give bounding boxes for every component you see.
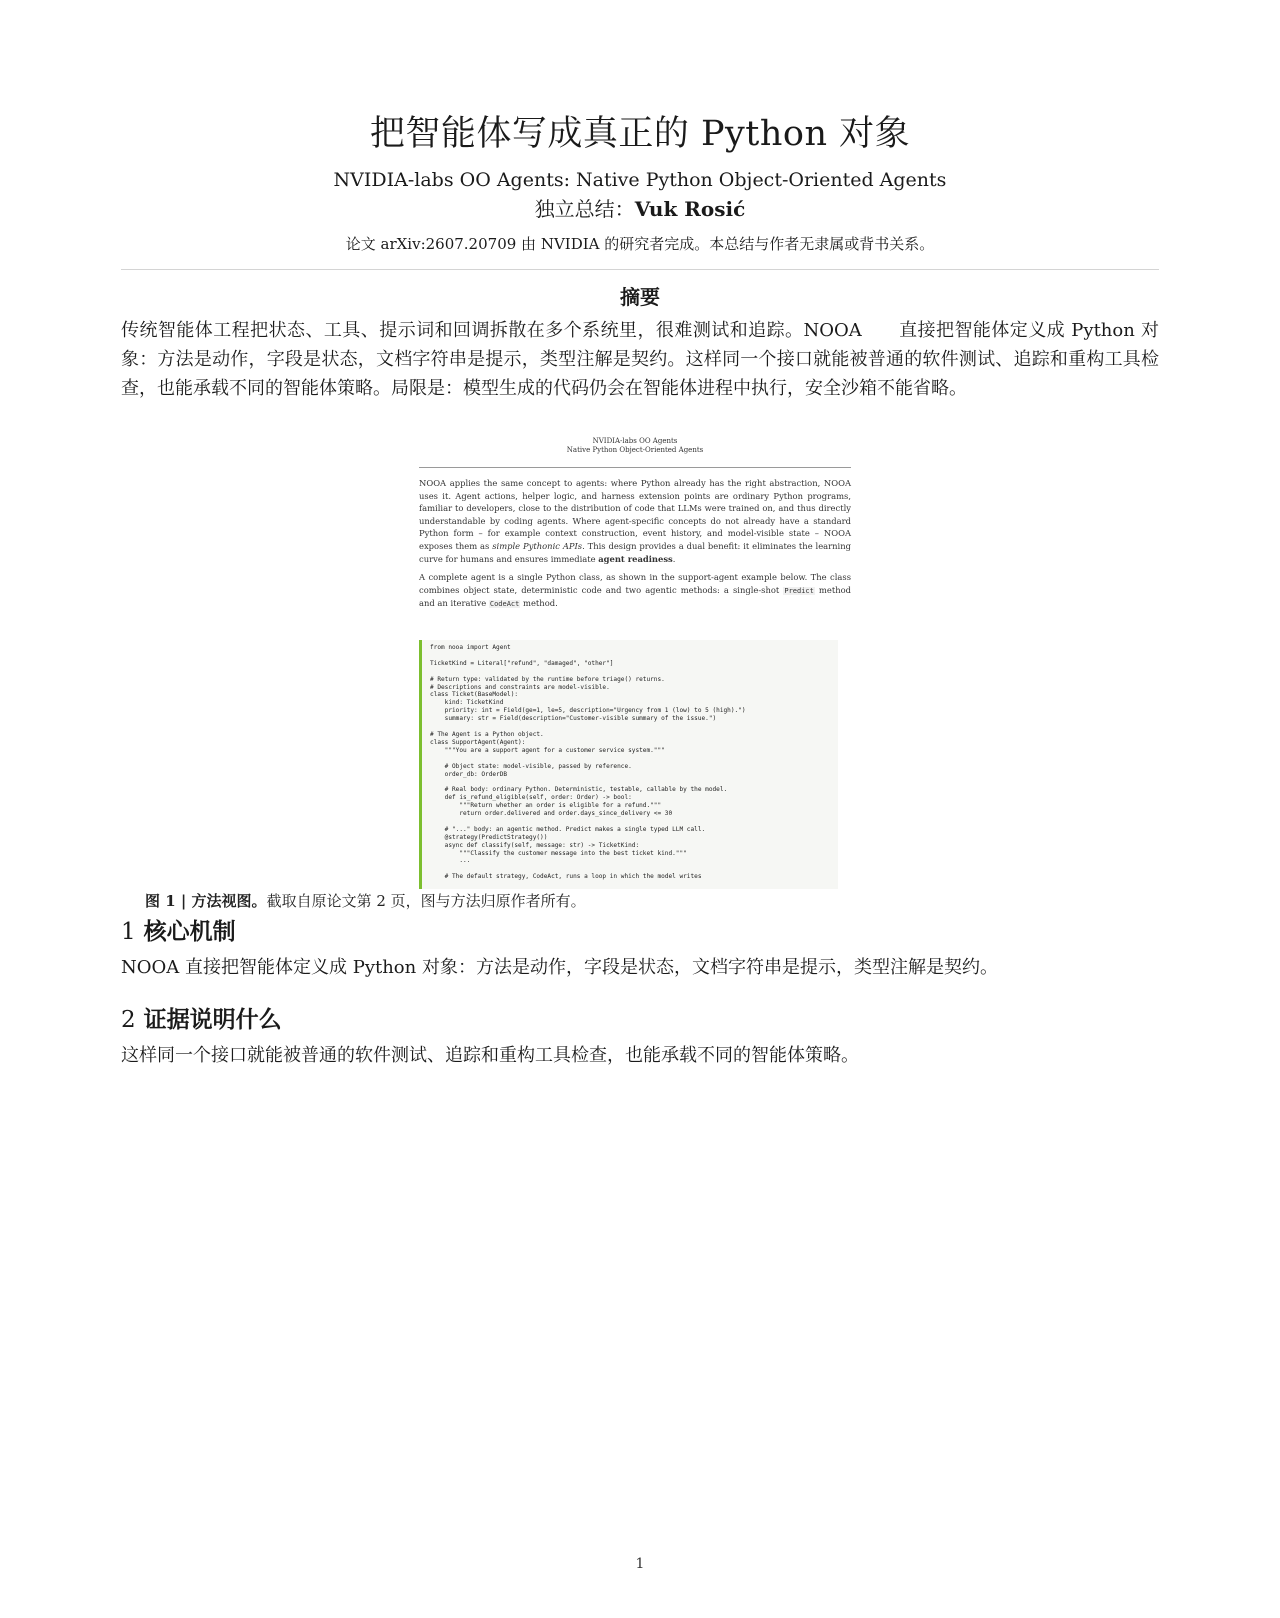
figure-p2-text-a: A complete agent is a single Python class, as shown in the support-agent example below. The class combines object state, deterministic code and two agentic methods: a single-shot <box>419 572 851 595</box>
figure-paragraph-1 <box>419 477 851 565</box>
author-name: Vuk Rosić <box>634 197 746 221</box>
figure-divider <box>419 467 851 468</box>
section-2-text: 这样同一个接口就能被普通的软件测试、追踪和重构工具检查，也能承载不同的智能体策略。 <box>121 1045 859 1066</box>
figure-p1-text-c: . <box>672 553 676 564</box>
figure-p1-emphasis: simple Pythonic APIs <box>492 540 583 551</box>
code-block: from nooa import Agent TicketKind = Literal["refund", "damaged", "other"] # Return type: validated by the runtime before triage() returns. # Descriptions and constraints are model-visible. class Ticket(BaseModel): kind: TicketKind priority: int = Field(ge=1, le=5, description="Urgency from 1 (low) to 5 (high).") summary: str = Field(description="Customer-visible summary of the issue.") # The Agent is a Python object. class SupportAgent(Agent): """You are a support agent for a customer service system.""" # Object state: model-visible, passed by reference. order_db: OrderDB # Real body: ordinary Python. Deterministic, testable, callable by the model. def is_refund_eligible(self, order: Order) -> bool: """Return whether an order is eligible for a refund.""" return order.delivered and order.days_since_delivery <= 30 # "..." body: an agentic method. Predict makes a single typed LLM call. @strategy(PredictStrategy()) async def classify(self, message: str) -> TicketKind: """Classify the customer message into the best ticket kind.""" ... # The default strategy, CodeAct, runs a loop in which the model writes <box>430 644 746 881</box>
figure-code-listing <box>419 640 838 889</box>
figure-p1-text-a: NOOA applies the same concept to agents: where Python already has the right abstraction, NOOA uses it. Agent actions, helper logic, and harness extension points are ordinary Python programs, familiar to developers, close to the distribution of code that LLMs were trained on, and thus directly understandable by coding agents. Where agent-specific concepts do not already have a standard Python form – for example context construction, event history, and model-visible state – NOOA exposes them as <box>419 478 851 551</box>
page-number: 1 <box>635 1556 645 1572</box>
section-1-title: 核心机制 <box>143 918 236 945</box>
section-2-heading <box>121 1003 1159 1037</box>
section-spacer <box>121 983 1159 1003</box>
figure-1 <box>121 425 1159 915</box>
figure-excerpt-image <box>417 433 853 889</box>
paper-page <box>121 0 1159 1071</box>
section-2-title: 证据说明什么 <box>143 1006 282 1033</box>
section-1-heading <box>121 915 1159 949</box>
figure-p1-strong: agent readiness <box>598 553 673 564</box>
summary-prefix: 独立总结： <box>534 197 635 221</box>
figure-header-line2: Native Python Object-Oriented Agents <box>566 446 704 454</box>
abstract-text: 传统智能体工程把状态、工具、提示词和回调拆散在多个系统里，很难测试和追踪。NOOA 直接把智能体定义成 Python 对象：方法是动作，字段是状态，文档字符串是提示，类型注解是契约。这样同一个接口就能被普通的软件测试、追踪和重构工具检查，也能承载不同的智能体策略。局限是：模型生成的代码仍会在智能体进程中执行，安全沙箱不能省略。 <box>121 320 1159 399</box>
figure-header-line1: NVIDIA-labs OO Agents <box>592 437 678 445</box>
figure-p2-code-predict: Predict <box>784 586 814 595</box>
figure-header <box>417 437 853 455</box>
caption-text: 截取自原论文第 2 页，图与方法归原作者所有。 <box>266 892 586 910</box>
figure-paragraph-2 <box>419 571 851 611</box>
caption-label: 图 1 | 方法视图。 <box>145 892 267 910</box>
section-1-number: 1 <box>121 919 136 945</box>
section-2-number: 2 <box>121 1007 136 1033</box>
author-line <box>121 194 1159 224</box>
figure-p2-code-codeact: CodeAct <box>489 600 520 609</box>
figure-p2-text-b: method and an iterative <box>419 584 851 609</box>
abstract-heading: 摘要 <box>620 285 660 309</box>
paper-subtitle: NVIDIA-labs OO Agents: Native Python Object-Oriented Agents <box>333 169 947 191</box>
figure-p1-text-b: . This design provides a dual benefit: it eliminates the learning curve for humans and ensures immediate <box>419 540 851 564</box>
affiliation-notice: 论文 arXiv:2607.20709 由 NVIDIA 的研究者完成。本总结与作者无隶属或背书关系。 <box>345 235 935 253</box>
paper-title: 把智能体写成真正的 Python 对象 <box>369 114 911 154</box>
figure-p2-text-c: method. <box>520 598 558 609</box>
figure-caption <box>145 890 586 912</box>
section-1-text: NOOA 直接把智能体定义成 Python 对象：方法是动作，字段是状态，文档字符串是提示，类型注解是契约。 <box>121 957 998 978</box>
header-divider <box>121 269 1159 270</box>
